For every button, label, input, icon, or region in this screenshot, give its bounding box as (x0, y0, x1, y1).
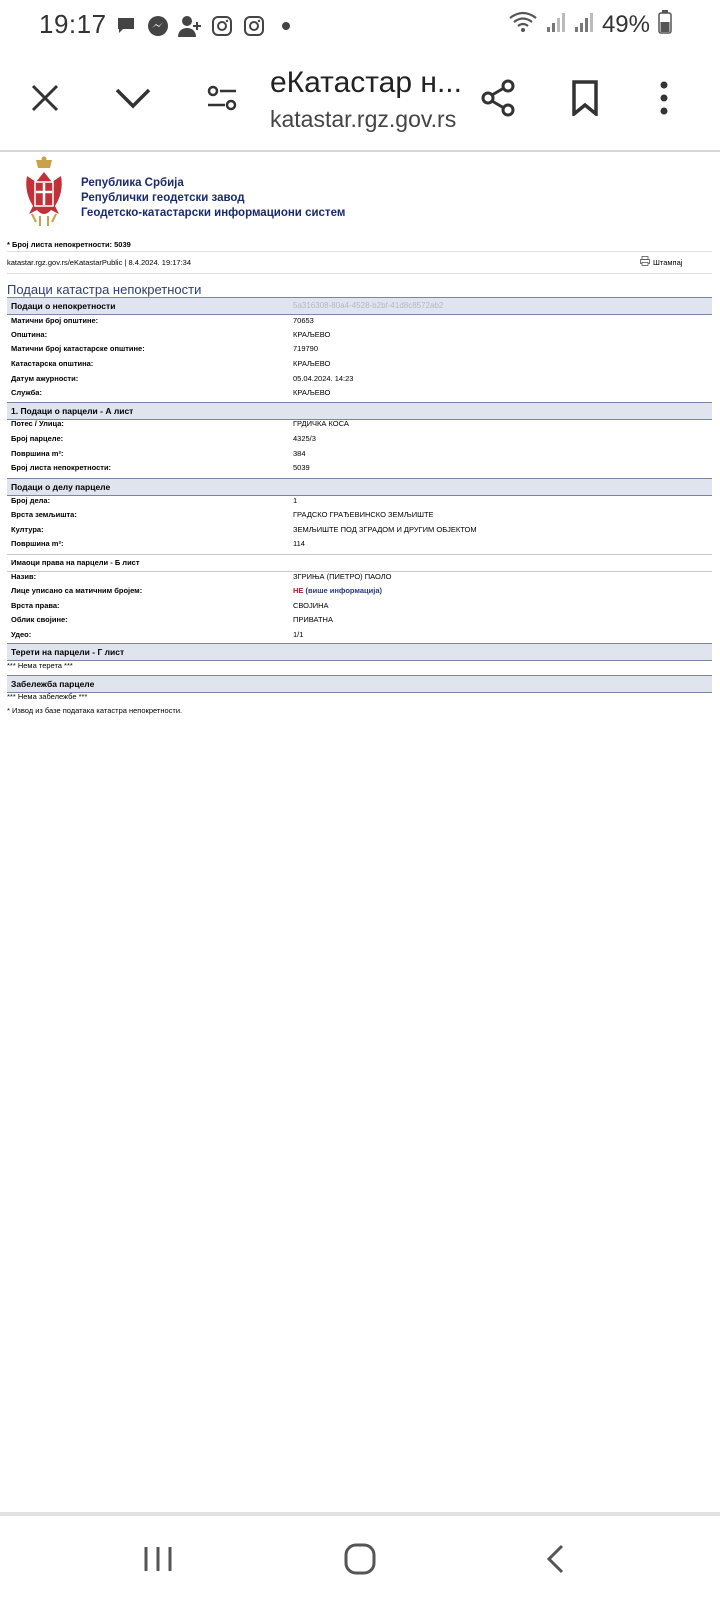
notes-text: *** Нема забележбе *** (7, 692, 88, 701)
recent-apps-button[interactable] (128, 1536, 188, 1586)
signal-icon (546, 11, 566, 38)
row-label: Број парцеле: (11, 434, 64, 443)
source-line: katastar.rgz.gov.rs/eKatastarPublic | 8.4.2024. 19:17:34 (7, 258, 192, 267)
section-title: Подаци о делу парцеле (11, 482, 111, 492)
section-title: 1. Подаци о парцели - А лист (11, 406, 134, 416)
table-row (11, 386, 711, 400)
browser-toolbar (0, 52, 720, 152)
share-icon (480, 79, 516, 122)
divider (7, 251, 712, 252)
table-row (11, 357, 711, 371)
table-row (11, 584, 711, 598)
section-title: Терети на парцели - Г лист (11, 647, 125, 657)
row-value: ЗЕМЉИШТЕ ПОД ЗГРАДОМ И ДРУГИМ ОБЈЕКТОМ (293, 525, 477, 534)
burdens-text: *** Нема терета *** (7, 661, 73, 670)
status-bar (0, 0, 720, 52)
url-text[interactable]: katastar.rgz.gov.rs (270, 106, 457, 132)
chat-icon (114, 14, 138, 38)
row-label: Матични број катастарске општине: (11, 344, 145, 353)
row-label: Општина: (11, 330, 48, 339)
system-nav-bar (0, 1512, 720, 1604)
row-value: ЗГРИЊА (ПИЕТРО) ПАОЛО (293, 572, 392, 581)
back-button[interactable] (525, 1536, 585, 1586)
table-row (11, 432, 711, 446)
footer-note: * Извод из базе података катастра непокретности. (7, 706, 183, 715)
bookmark-button[interactable] (555, 70, 615, 130)
battery-icon (658, 10, 672, 39)
chevron-down-icon (115, 87, 151, 114)
table-row (11, 417, 711, 431)
row-value: 384 (293, 449, 306, 458)
row-label: Лице уписано са матичним бројем: (11, 586, 143, 595)
site-settings-button[interactable] (192, 70, 252, 130)
table-row (11, 314, 711, 328)
section-title: Имаоци права на парцели - Б лист (11, 558, 140, 567)
table-row (11, 447, 711, 461)
section-title: Забележба парцеле (11, 679, 95, 689)
row-value: 05.04.2024. 14:23 (293, 374, 354, 383)
row-value: 1/1 (293, 630, 304, 639)
header-line-1: Република Србија (81, 177, 184, 189)
page-heading: Подаци катастра непокретности (7, 282, 202, 297)
more-info-link[interactable]: (више информација) (305, 586, 383, 595)
row-value: 4325/3 (293, 434, 316, 443)
divider (7, 273, 712, 274)
row-label: Култура: (11, 525, 44, 534)
section-property (7, 297, 712, 315)
row-label: Површина m²: (11, 449, 64, 458)
table-row (11, 523, 711, 537)
clock: 19:17 (39, 9, 107, 39)
table-row (11, 599, 711, 613)
row-value: КРАЉЕВО (293, 388, 331, 397)
row-label: Врста права: (11, 601, 60, 610)
row-value: 114 (293, 539, 305, 548)
record-guid: 5a316308-80a4-4528-b2bf-41d8c8572ab2 (293, 301, 444, 310)
coat-of-arms-logo (24, 156, 64, 232)
home-icon (343, 1542, 377, 1581)
table-row (11, 342, 711, 356)
section-notes (7, 675, 712, 693)
row-value: СВОЈИНА (293, 601, 329, 610)
row-value: ГРДИЧКА КОСА (293, 419, 349, 428)
dot-icon (274, 14, 298, 38)
row-label: Служба: (11, 388, 42, 397)
section-title: Подаци о непокретности (11, 301, 116, 311)
notification-icons (114, 14, 298, 38)
printer-icon (640, 256, 650, 268)
table-row (11, 570, 711, 584)
table-row (11, 537, 711, 551)
table-row (11, 613, 711, 627)
share-button[interactable] (468, 70, 528, 130)
row-value: 5039 (293, 463, 310, 472)
row-label: Врста земљишта: (11, 510, 77, 519)
more-vert-icon (659, 80, 669, 121)
row-label: Удео: (11, 630, 32, 639)
row-value: ГРАДСКО ГРАЂЕВИНСКО ЗЕМЉИШТЕ (293, 510, 434, 519)
section-burdens (7, 643, 712, 661)
more-options-button[interactable] (634, 70, 694, 130)
add-contact-icon (178, 14, 202, 38)
bookmark-icon (571, 80, 599, 121)
close-button[interactable] (15, 70, 75, 130)
battery-percent: 49% (601, 10, 650, 38)
row-value: 70653 (293, 316, 314, 325)
table-row (11, 508, 711, 522)
row-value: КРАЉЕВО (293, 359, 331, 368)
row-label: Матични број општине: (11, 316, 99, 325)
row-label: Катастарска општина: (11, 359, 94, 368)
row-label: Површина m²: (11, 539, 64, 548)
home-button[interactable] (330, 1536, 390, 1586)
row-value: 719790 (293, 344, 319, 353)
print-link[interactable] (640, 256, 682, 268)
recent-apps-icon (143, 1545, 173, 1578)
list-number-line: * Број листа непокретности: 5039 (7, 240, 131, 249)
table-row (11, 328, 711, 342)
back-icon (544, 1543, 566, 1580)
row-value (293, 586, 382, 595)
row-label: Број дела: (11, 496, 51, 505)
tune-icon (206, 84, 238, 117)
instagram-icon (210, 14, 234, 38)
row-value: ПРИВАТНА (293, 615, 333, 624)
row-value: 1 (293, 496, 298, 505)
table-row (11, 461, 711, 475)
row-label: Датум ажурности: (11, 374, 79, 383)
row-label: Облик својине: (11, 615, 68, 624)
header-line-2: Републички геодетски завод (81, 192, 245, 204)
minimize-button[interactable] (103, 70, 163, 130)
table-row (11, 628, 711, 642)
no-value: НЕ (293, 586, 304, 595)
page-title: eКатастар н... (270, 66, 462, 99)
row-label: Број листа непокретности: (11, 463, 112, 472)
organization-header (81, 176, 345, 221)
instagram-icon (242, 14, 266, 38)
table-row (11, 494, 711, 508)
messenger-icon (146, 14, 170, 38)
header-line-3: Геодетско-катастарски информациони систем (81, 207, 346, 219)
wifi-icon (508, 10, 538, 39)
row-value: КРАЉЕВО (293, 330, 331, 339)
row-label: Потес / Улица: (11, 419, 64, 428)
print-label: Штампај (653, 257, 683, 267)
row-label: Назив: (11, 572, 37, 581)
signal-icon (574, 11, 594, 38)
close-icon (30, 83, 60, 118)
table-row (11, 372, 711, 386)
